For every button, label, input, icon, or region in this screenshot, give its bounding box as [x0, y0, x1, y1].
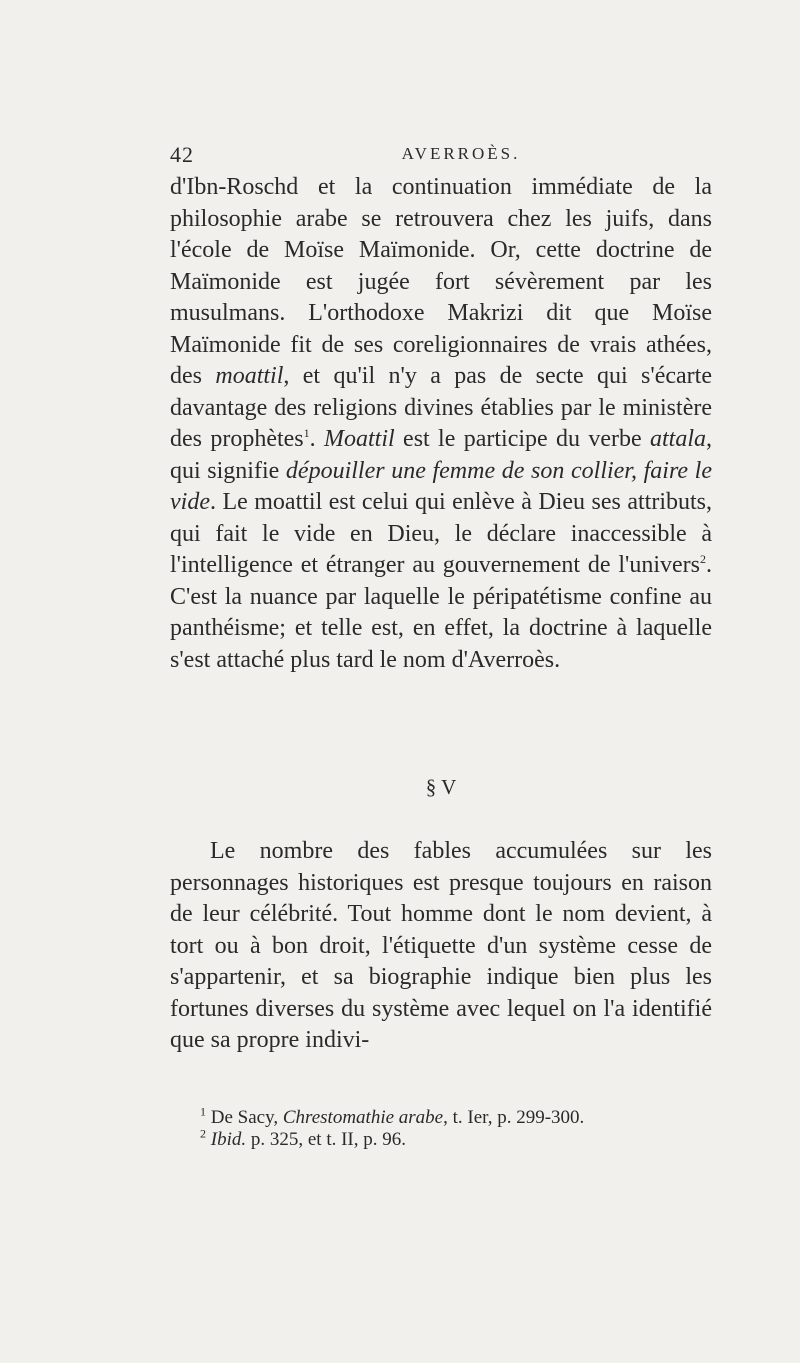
italic-term: attala	[650, 426, 707, 452]
page-number: 42	[170, 142, 194, 167]
paragraph-1	[170, 172, 712, 676]
text: , qui signifie	[170, 426, 713, 484]
text: , t. Ier, p. 299-300.	[443, 1107, 585, 1128]
page-header	[170, 142, 712, 170]
footnote-ref-2[interactable]: 2	[700, 552, 706, 566]
text: . Le moattil est celui qui enlève à Dieu ses attributs, qui fait le vide en Dieu, le déclare inaccessible à l'intelligence et étranger au gouvernement de l'univers	[170, 489, 712, 578]
footnote-number: 2	[200, 1126, 206, 1141]
text: Le nombre des fables accumulées sur les personnages historiques est presque toujours en raison de leur célébrité. Tout homme dont le nom devient, à tort ou à bon droit, l'étiquette d'un système cesse de s'appartenir, et sa biographie indique bien plus les fortunes diverses du système avec lequel on l'a identifié que sa propre indivi-	[170, 838, 712, 1053]
italic-term: moattil	[215, 363, 284, 389]
text: , et qu'il n'y a pas de secte qui s'écarte davantage des religions divines établies par le ministère des prophètes	[170, 363, 712, 452]
text: . C'est la nuance par laquelle le péripatétisme confine au panthéisme; et telle est, en effet, la doctrine à laquelle s'est attaché plus tard le nom d'Averroès.	[170, 552, 712, 673]
paragraph-2	[170, 836, 712, 1057]
running-head: AVERROÈS.	[401, 144, 521, 163]
italic-gloss: dépouiller une femme de son collier, faire le vide	[170, 457, 712, 515]
footnote-1	[200, 1104, 712, 1129]
footnote-ref-1[interactable]: 1	[303, 426, 310, 440]
text: p. 325, et t. II, p. 96.	[246, 1129, 407, 1150]
text: est le participe du verbe	[394, 426, 651, 452]
footnote-2	[200, 1126, 712, 1151]
section-heading: § V	[425, 775, 457, 799]
text: d'Ibn-Roschd et la continuation immédiate de la philosophie arabe se retrouvera chez les juifs, dans l'école de Moïse Maïmonide. Or, cette doctrine de Maïmonide est jugée fort sévèrement par les musulmans. L'orthodoxe Makrizi dit que Moïse Maïmonide fit de ses coreligionnaires de vrais athées, des	[170, 174, 712, 389]
text: De Sacy,	[206, 1107, 283, 1128]
footnote-number: 1	[200, 1104, 206, 1119]
italic-term: Moattil	[324, 426, 395, 452]
footnote-title: Chrestomathie arabe	[282, 1107, 444, 1128]
text: .	[309, 426, 325, 452]
footnotes	[200, 1104, 712, 1151]
footnote-title: Ibid.	[210, 1129, 247, 1150]
